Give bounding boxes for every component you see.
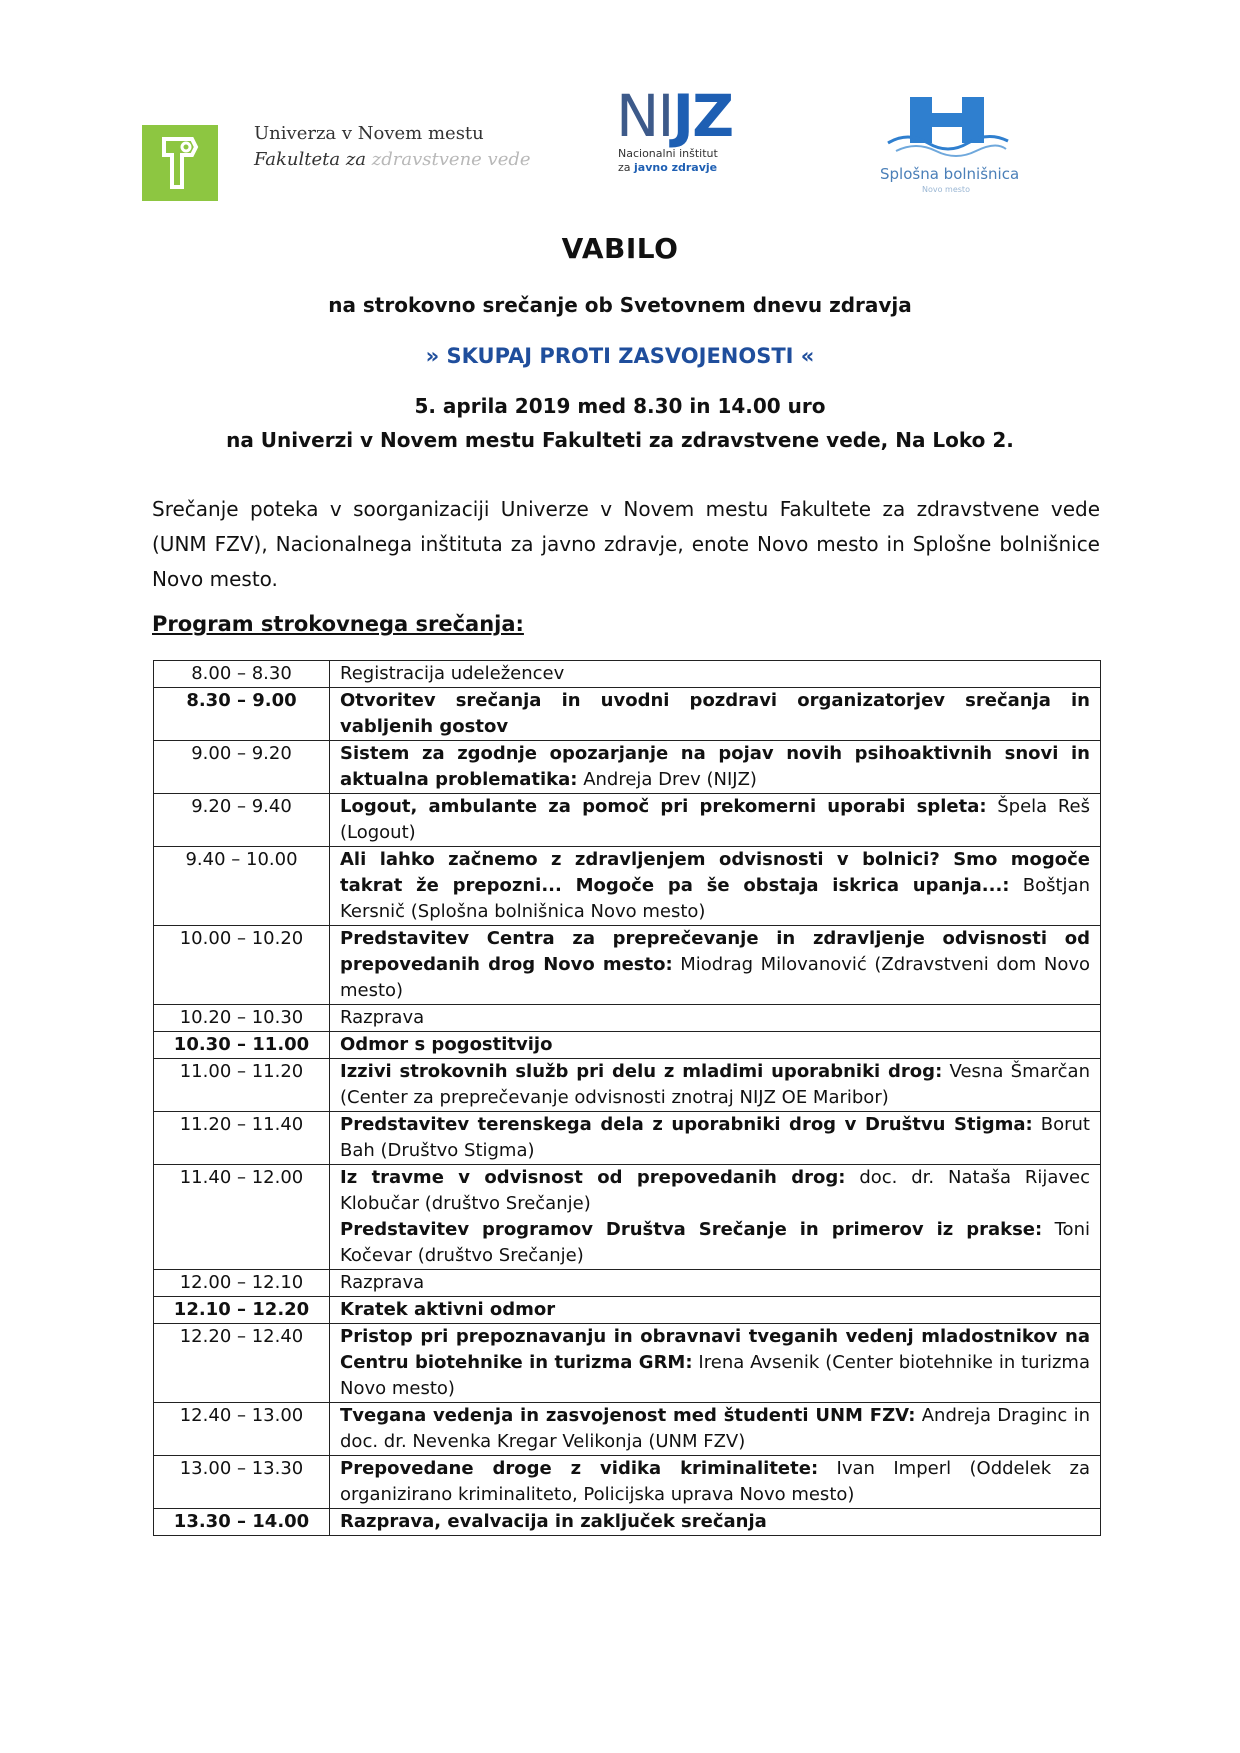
program-item: [340, 688, 1090, 740]
program-item-title: Ali lahko začnemo z zdravljenjem odvisnosti v bolnici? Smo mogoče takrat že prepozni... Mogoče pa še obstaja iskrica upanja...:: [340, 849, 1090, 896]
program-item-speaker: Razprava: [340, 1007, 425, 1028]
program-row: [154, 688, 1101, 741]
program-item-title: Izzivi strokovnih služb pri delu z mladimi uporabniki drog:: [340, 1061, 943, 1082]
program-item: [340, 1005, 1090, 1031]
program-item-speaker: Registracija udeležencev: [340, 663, 565, 684]
program-item-speaker: Miodrag Milovanović (Zdravstveni dom Novo mesto): [340, 954, 1090, 1001]
program-description: [330, 741, 1101, 794]
program-item-title: Logout, ambulante za pomoč pri prekomerni uporabi spleta:: [340, 796, 987, 817]
nijz-sub2-bold: javno zdravje: [634, 161, 718, 174]
program-item-title: Pristop pri prepoznavanju in obravnavi tveganih vedenj mladostnikov na Centru biotehnike in turizma GRM:: [340, 1326, 1090, 1373]
program-time: 9.20 – 9.40: [154, 794, 330, 847]
program-time: 12.00 – 12.10: [154, 1270, 330, 1297]
program-item-title: Otvoritev srečanja in uvodni pozdravi organizatorjev srečanja in vabljenih gostov: [340, 690, 1090, 737]
program-item: [340, 926, 1090, 1004]
program-item-speaker: Razprava: [340, 1272, 425, 1293]
unm-line2-faint: zdravstvene vede: [371, 149, 531, 170]
program-item: [340, 794, 1090, 846]
program-item-speaker: Andreja Draginc in doc. dr. Nevenka Kregar Velikonja (UNM FZV): [340, 1405, 1090, 1452]
unm-line2-prefix: Fakulteta za: [254, 149, 367, 170]
program-item-title: Prepovedane droge z vidika kriminalitete:: [340, 1458, 819, 1479]
program-row: [154, 1403, 1101, 1456]
program-item-title: Predstavitev Centra za preprečevanje in zdravljenje odvisnosti od prepovedanih drog Novo mesto:: [340, 928, 1090, 975]
program-row: [154, 1456, 1101, 1509]
program-item: [340, 1324, 1090, 1402]
program-description: [330, 926, 1101, 1005]
event-theme: » SKUPAJ PROTI ZASVOJENOSTI «: [425, 344, 815, 368]
hospital-logo: [878, 91, 1028, 201]
hospital-emblem-icon: [878, 91, 1028, 163]
event-venue: na Univerzi v Novem mestu Fakulteti za zdravstvene vede, Na Loko 2.: [226, 428, 1014, 452]
program-description: [330, 1059, 1101, 1112]
program-item-speaker: Špela Reš (Logout): [340, 796, 1090, 843]
program-time: 9.00 – 9.20: [154, 741, 330, 794]
program-description: [330, 1297, 1101, 1324]
program-description: [330, 847, 1101, 926]
program-item-speaker: Andreja Drev (NIJZ): [577, 769, 757, 790]
program-description: [330, 1165, 1101, 1270]
unm-name: [254, 121, 531, 173]
program-heading: Program strokovnega srečanja:: [152, 612, 524, 636]
program-description: [330, 1456, 1101, 1509]
program-time: 9.40 – 10.00: [154, 847, 330, 926]
program-time: 10.00 – 10.20: [154, 926, 330, 1005]
program-row: [154, 741, 1101, 794]
unm-logo: [142, 125, 218, 201]
program-row: [154, 1509, 1101, 1536]
program-row: [154, 1324, 1101, 1403]
program-item-speaker: Vesna Šmarčan (Center za preprečevanje odvisnosti znotraj NIJZ OE Maribor): [340, 1061, 1090, 1108]
program-item-title: Razprava, evalvacija in zaključek srečanja: [340, 1511, 767, 1532]
program-description: [330, 1005, 1101, 1032]
program-time: 12.20 – 12.40: [154, 1324, 330, 1403]
unm-line1: Univerza v Novem mestu: [254, 123, 484, 144]
program-table: [153, 660, 1101, 1536]
program-row: [154, 1032, 1101, 1059]
program-time: 11.00 – 11.20: [154, 1059, 330, 1112]
program-item-speaker: Toni Kočevar (društvo Srečanje): [340, 1219, 1090, 1266]
program-item-title: Tvegana vedenja in zasvojenost med študenti UNM FZV:: [340, 1405, 916, 1426]
event-date: 5. aprila 2019 med 8.30 in 14.00 uro: [414, 394, 826, 418]
program-time: 12.40 – 13.00: [154, 1403, 330, 1456]
page-title: VABILO: [561, 232, 679, 265]
program-time: 13.30 – 14.00: [154, 1509, 330, 1536]
program-item-speaker: doc. dr. Nataša Rijavec Klobučar (društvo Srečanje): [340, 1167, 1090, 1214]
program-description: [330, 1112, 1101, 1165]
program-row: [154, 847, 1101, 926]
program-row: [154, 926, 1101, 1005]
program-item-title: Predstavitev terenskega dela z uporabniki drog v Društvu Stigma:: [340, 1114, 1033, 1135]
nijz-sub2: [618, 161, 756, 175]
program-item-title: Predstavitev programov Društva Srečanje in primerov iz prakse:: [340, 1219, 1043, 1240]
logo-bar: [140, 82, 1040, 205]
program-item-speaker: Borut Bah (Društvo Stigma): [340, 1114, 1090, 1161]
program-row: [154, 1165, 1101, 1270]
program-row: [154, 1059, 1101, 1112]
program-item-speaker: Boštjan Kersnič (Splošna bolnišnica Novo mesto): [340, 875, 1090, 922]
program-time: 10.30 – 11.00: [154, 1032, 330, 1059]
program-time: 10.20 – 10.30: [154, 1005, 330, 1032]
program-item: [340, 1509, 1090, 1535]
program-time: 12.10 – 12.20: [154, 1297, 330, 1324]
program-item: [340, 1297, 1090, 1323]
program-time: 13.00 – 13.30: [154, 1456, 330, 1509]
hospital-sub: Novo mesto: [922, 185, 970, 194]
program-item: [340, 1403, 1090, 1455]
program-description: [330, 688, 1101, 741]
subtitle: na strokovno srečanje ob Svetovnem dnevu zdravja: [328, 293, 912, 317]
program-item: [340, 1217, 1090, 1269]
program-item: [340, 847, 1090, 925]
program-time: 11.20 – 11.40: [154, 1112, 330, 1165]
program-item: [340, 1270, 1090, 1296]
program-time: 8.30 – 9.00: [154, 688, 330, 741]
program-item-speaker: Irena Avsenik (Center biotehnike in turizma Novo mesto): [340, 1352, 1090, 1399]
program-row: [154, 1297, 1101, 1324]
nijz-logo: [616, 82, 756, 195]
program-table-body: [154, 661, 1101, 1536]
intro-paragraph: Srečanje poteka v soorganizaciji Univerze v Novem mestu Fakultete za zdravstvene vede (UNM FZV), Nacionalnega inštituta za javno zdravje, enote Novo mesto in Splošne bolnišnice Novo mesto.: [152, 497, 1100, 591]
program-item-title: Kratek aktivni odmor: [340, 1299, 556, 1320]
nijz-mark-left: NI: [616, 82, 673, 150]
program-item: [340, 661, 1090, 687]
nijz-sub1: Nacionalni inštitut: [618, 147, 718, 160]
program-item-title: Sistem za zgodnje opozarjanje na pojav novih psihoaktivnih snovi in aktualna problematika:: [340, 743, 1090, 790]
program-item-title: Odmor s pogostitvijo: [340, 1034, 553, 1055]
program-item-title: Iz travme v odvisnost od prepovedanih drog:: [340, 1167, 846, 1188]
nijz-mark: [616, 82, 756, 150]
program-row: [154, 1112, 1101, 1165]
unm-emblem-icon: [160, 135, 200, 191]
program-item-speaker: Ivan Imperl (Oddelek za organizirano kriminaliteto, Policijska uprava Novo mesto): [340, 1458, 1090, 1505]
program-row: [154, 794, 1101, 847]
program-item: [340, 1059, 1090, 1111]
program-description: [330, 1270, 1101, 1297]
program-item: [340, 1456, 1090, 1508]
program-row: [154, 1005, 1101, 1032]
nijz-mark-right: JZ: [672, 82, 733, 150]
program-item: [340, 1032, 1090, 1058]
program-time: 8.00 – 8.30: [154, 661, 330, 688]
program-description: [330, 661, 1101, 688]
program-description: [330, 1403, 1101, 1456]
program-row: [154, 661, 1101, 688]
program-row: [154, 1270, 1101, 1297]
program-description: [330, 1032, 1101, 1059]
program-description: [330, 1509, 1101, 1536]
program-time: 11.40 – 12.00: [154, 1165, 330, 1270]
program-description: [330, 794, 1101, 847]
unm-line2: [254, 147, 531, 173]
hospital-name: Splošna bolnišnica: [880, 165, 1020, 183]
program-description: [330, 1324, 1101, 1403]
program-item: [340, 741, 1090, 793]
nijz-sub2-prefix: za: [618, 161, 631, 174]
program-item: [340, 1165, 1090, 1217]
program-item: [340, 1112, 1090, 1164]
